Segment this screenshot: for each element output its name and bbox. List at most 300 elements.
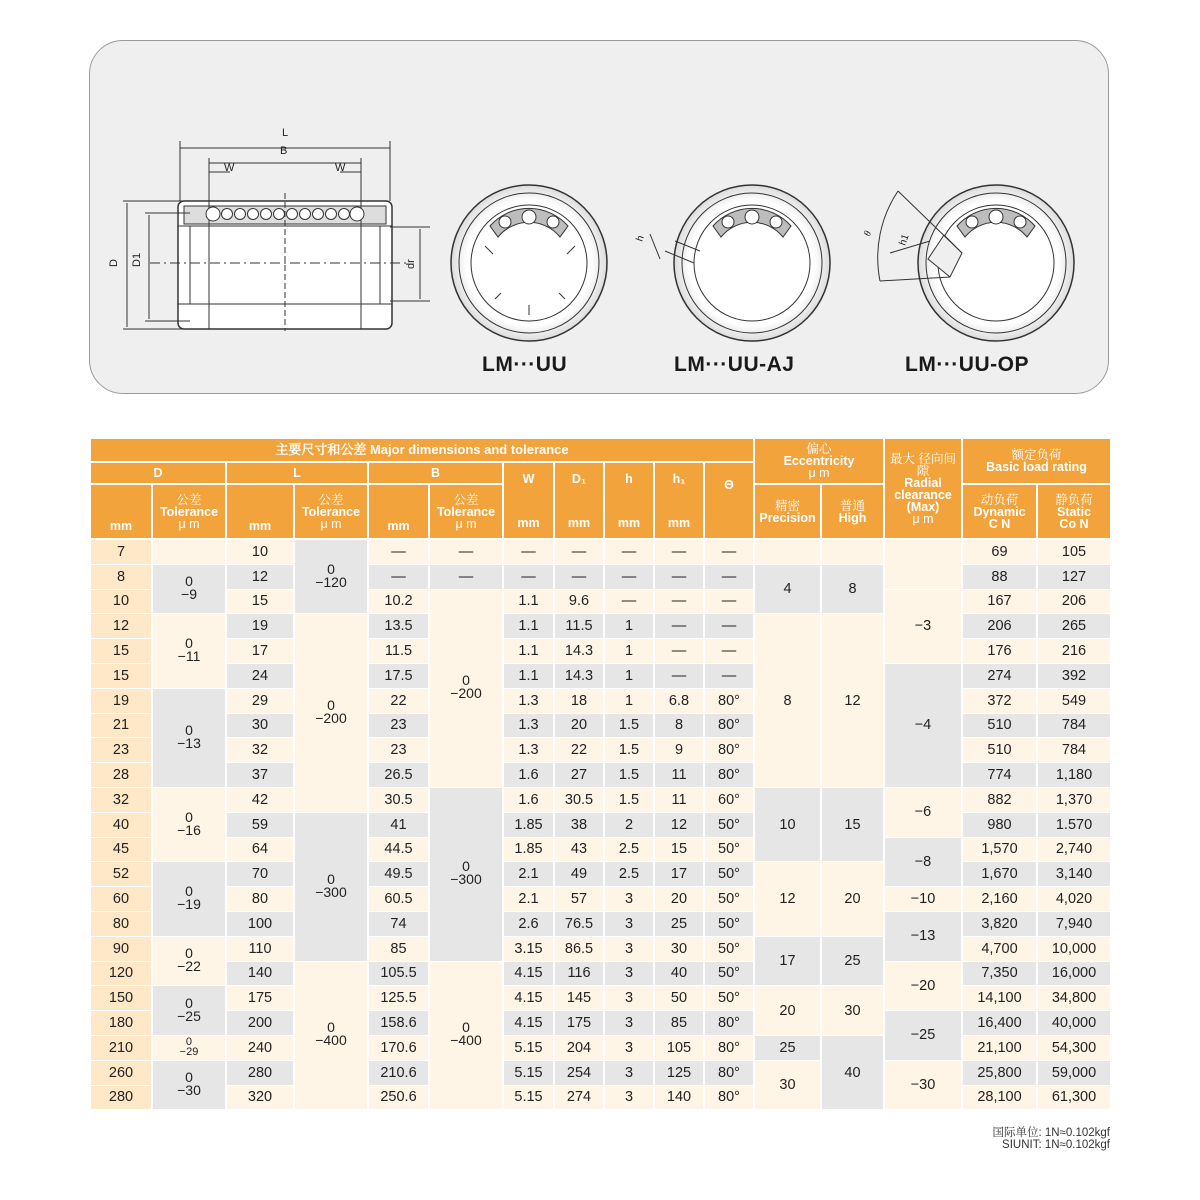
tol-en: Tolerance: [436, 504, 496, 519]
cell-ecc-high: 20: [822, 862, 885, 936]
tol-upper: 0: [462, 858, 470, 875]
cell-w: 2.1: [504, 887, 555, 912]
cell-theta: 80°: [705, 1011, 755, 1036]
cell-h: 3: [605, 1036, 655, 1061]
cell-clearance: −6: [885, 788, 963, 838]
cell-l: 24: [227, 664, 295, 689]
header-col-D1: [555, 463, 605, 540]
clearance-en: Radial clearance (Max): [894, 475, 952, 514]
cell-static: 105: [1038, 540, 1112, 565]
tol-upper: 0: [185, 945, 193, 962]
cell-d1: 76.5: [555, 912, 605, 937]
cell-b: 26.5: [369, 763, 430, 788]
clearance-unit: μ m: [912, 511, 934, 526]
cell-static: 16,000: [1038, 962, 1112, 987]
header-B-tolerance: [430, 485, 504, 540]
cell-b-tol: [430, 788, 504, 962]
cell-d-tol: [153, 689, 227, 788]
cell-d: 15: [91, 664, 153, 689]
cell-theta: 80°: [705, 1061, 755, 1086]
tol-en: Tolerance: [159, 504, 219, 519]
cell-ecc-precision: 17: [755, 937, 822, 987]
cell-b-tol: [430, 962, 504, 1111]
cell-l-tol-value: [315, 560, 347, 590]
cell-h: —: [605, 565, 655, 590]
cell-b: 17.5: [369, 664, 430, 689]
header-radial-clearance: [885, 439, 963, 540]
cell-ecc-precision: 10: [755, 788, 822, 862]
cell-d1: 27: [555, 763, 605, 788]
cell-h: 1.5: [605, 788, 655, 813]
precision-en: Precision: [759, 510, 816, 525]
cell-d-tol-value: [178, 637, 201, 663]
cell-d: 52: [91, 862, 153, 887]
col-W-label: W: [522, 471, 535, 486]
cell-l-tol: [295, 962, 369, 1111]
tol-unit: μ m: [320, 516, 342, 531]
cell-h: 3: [605, 962, 655, 987]
cell-l-tol: [295, 813, 369, 962]
cell-w: 1.3: [504, 689, 555, 714]
cell-b: —: [369, 565, 430, 590]
cell-w: —: [504, 565, 555, 590]
cell-d1: 49: [555, 862, 605, 887]
table-row: [91, 1061, 1112, 1086]
cell-h1: 50: [655, 986, 705, 1011]
cell-d-tol: [153, 614, 227, 688]
cell-l: 37: [227, 763, 295, 788]
cell-h: 1: [605, 614, 655, 639]
cell-static: 392: [1038, 664, 1112, 689]
tol-lower: −300: [315, 883, 347, 900]
cell-ecc-precision: 20: [755, 986, 822, 1036]
tol-lower: −13: [177, 734, 201, 751]
cell-ecc-precision: 8: [755, 614, 822, 788]
cell-d-tol-value: [177, 1071, 201, 1097]
cell-static: 784: [1038, 714, 1112, 739]
cell-b: 22: [369, 689, 430, 714]
ecc-en: Eccentricity: [783, 454, 855, 468]
cell-d1: 175: [555, 1011, 605, 1036]
cell-l: 80: [227, 887, 295, 912]
cell-h1: —: [655, 664, 705, 689]
dyn-cn: 动负荷: [980, 492, 1019, 507]
cell-w: 2.6: [504, 912, 555, 937]
cell-theta: 50°: [705, 986, 755, 1011]
cell-h: —: [605, 540, 655, 565]
dim-label-h1: h1: [897, 232, 912, 248]
cell-b: 60.5: [369, 887, 430, 912]
col-h-label: h: [625, 471, 633, 486]
cell-d-tol-value: [177, 808, 201, 838]
cell-static: 10,000: [1038, 937, 1112, 962]
cell-ecc-high: 40: [822, 1036, 885, 1110]
cell-l-tol: [295, 540, 369, 614]
cell-d: 40: [91, 813, 153, 838]
cell-l: 110: [227, 937, 295, 962]
cell-static: 40,000: [1038, 1011, 1112, 1036]
cell-dynamic: 510: [963, 738, 1038, 763]
cell-ecc-precision: [755, 540, 822, 565]
cell-static: 216: [1038, 639, 1112, 664]
cell-d1: 204: [555, 1036, 605, 1061]
cell-h1: —: [655, 639, 705, 664]
cell-d: 28: [91, 763, 153, 788]
cell-h: 1: [605, 639, 655, 664]
cell-l: 200: [227, 1011, 295, 1036]
cell-theta: —: [705, 540, 755, 565]
cell-d1: 20: [555, 714, 605, 739]
cell-b: 44.5: [369, 838, 430, 863]
cell-ecc-precision: 12: [755, 862, 822, 936]
cell-static: 1.570: [1038, 813, 1112, 838]
cell-w: 4.15: [504, 962, 555, 987]
cell-b: 170.6: [369, 1036, 430, 1061]
cell-dynamic: 774: [963, 763, 1038, 788]
cell-clearance: −20: [885, 962, 963, 1012]
cell-clearance: [885, 540, 963, 590]
cell-h1: 6.8: [655, 689, 705, 714]
tol-lower: −400: [450, 1032, 482, 1049]
cell-d1: 254: [555, 1061, 605, 1086]
cell-b: —: [369, 540, 430, 565]
dyn-unit: C N: [988, 516, 1011, 531]
cell-dynamic: 510: [963, 714, 1038, 739]
cell-w: 1.85: [504, 838, 555, 863]
cell-d-tol-value: [177, 994, 201, 1024]
cell-l: 32: [227, 738, 295, 763]
cell-l: 175: [227, 986, 295, 1011]
cell-d-tol-value: [180, 1037, 199, 1057]
cell-dynamic: 206: [963, 614, 1038, 639]
cell-dynamic: 274: [963, 664, 1038, 689]
cell-theta: —: [705, 565, 755, 590]
cell-d: 7: [91, 540, 153, 565]
sta-unit: Co N: [1059, 516, 1089, 531]
cell-d-tol: [153, 540, 227, 565]
header-group-B: B: [369, 463, 504, 485]
model-label-uu-op: LM···UU-OP: [905, 353, 1029, 376]
model-label-uu-aj: LM···UU-AJ: [674, 353, 795, 376]
cell-b: 11.5: [369, 639, 430, 664]
bearing-drawings: [90, 41, 1110, 395]
cell-d-tol: [153, 1061, 227, 1111]
cell-static: 265: [1038, 614, 1112, 639]
cell-h: 3: [605, 986, 655, 1011]
cell-d1: —: [555, 565, 605, 590]
cell-h: 3: [605, 1011, 655, 1036]
cell-ecc-high: 30: [822, 986, 885, 1036]
cell-h: 3: [605, 1061, 655, 1086]
table-row: [91, 887, 1112, 912]
cell-h: 1.5: [605, 738, 655, 763]
cell-d1: 9.6: [555, 590, 605, 615]
cell-d: 120: [91, 962, 153, 987]
clearance-cn: 最大 径向间隙: [890, 451, 956, 478]
cell-h: 1: [605, 664, 655, 689]
cell-ecc-precision: 30: [755, 1061, 822, 1111]
cell-b: 49.5: [369, 862, 430, 887]
cell-d-tol: [153, 1036, 227, 1061]
cell-w: 1.1: [504, 664, 555, 689]
cell-d-tol: [153, 565, 227, 615]
cell-d1: 86.5: [555, 937, 605, 962]
cell-dynamic: 28,100: [963, 1086, 1038, 1111]
cell-h: 3: [605, 887, 655, 912]
cell-d1: 30.5: [555, 788, 605, 813]
dim-label-D1: D1: [131, 252, 143, 267]
cell-theta: 80°: [705, 1086, 755, 1111]
cell-clearance: −25: [885, 1011, 963, 1061]
cell-dynamic: 3,820: [963, 912, 1038, 937]
cell-l: 30: [227, 714, 295, 739]
header-L-mm: mm: [227, 485, 295, 540]
cell-h1: 12: [655, 813, 705, 838]
cell-d-tol-value: [177, 721, 201, 751]
cell-h: —: [605, 590, 655, 615]
cell-w: 1.6: [504, 763, 555, 788]
cell-theta: —: [705, 614, 755, 639]
cell-l: 15: [227, 590, 295, 615]
cell-ecc-high: 12: [822, 614, 885, 788]
cell-h: 1.5: [605, 714, 655, 739]
cell-h1: 105: [655, 1036, 705, 1061]
cell-dynamic: 2,160: [963, 887, 1038, 912]
cell-dynamic: 7,350: [963, 962, 1038, 987]
dyn-en: Dynamic: [973, 504, 1026, 519]
tol-lower: −200: [450, 685, 482, 702]
cell-dynamic: 25,800: [963, 1061, 1038, 1086]
cell-h: 3: [605, 937, 655, 962]
cell-static: 1,180: [1038, 763, 1112, 788]
cell-d-tol-value: [177, 885, 201, 911]
cell-dynamic: 882: [963, 788, 1038, 813]
cell-dynamic: 372: [963, 689, 1038, 714]
header-col-h: [605, 463, 655, 540]
cell-theta: 50°: [705, 862, 755, 887]
tol-upper: 0: [185, 1069, 193, 1086]
cell-h1: 25: [655, 912, 705, 937]
cell-b-tol-value: [450, 860, 482, 886]
cell-theta: 50°: [705, 912, 755, 937]
tol-upper: 0: [185, 1035, 193, 1048]
cell-w: 1.1: [504, 614, 555, 639]
cell-w: 4.15: [504, 986, 555, 1011]
cell-l-tol-value: [315, 699, 347, 725]
cell-d1: 14.3: [555, 664, 605, 689]
cell-d1: 14.3: [555, 639, 605, 664]
header-group-D: D: [91, 463, 227, 485]
dim-label-B: B: [280, 145, 288, 157]
cell-l: 140: [227, 962, 295, 987]
cell-theta: —: [705, 590, 755, 615]
cell-clearance: −3: [885, 590, 963, 664]
header-major-dimensions: 主要尺寸和公差 Major dimensions and tolerance: [91, 439, 755, 463]
tol-lower: −29: [179, 1045, 199, 1058]
cell-h1: 9: [655, 738, 705, 763]
cell-ecc-high: 8: [822, 565, 885, 615]
col-h1-unit: mm: [667, 515, 691, 530]
tol-upper: 0: [185, 721, 193, 738]
cell-l: 17: [227, 639, 295, 664]
col-h1-label: h₁: [672, 471, 686, 486]
table-row: [91, 788, 1112, 813]
cell-l: 12: [227, 565, 295, 590]
cell-b: 85: [369, 937, 430, 962]
cell-d-tol: [153, 788, 227, 862]
table-row: [91, 540, 1112, 565]
ring-uu-drawing: [451, 185, 607, 341]
cell-l: 280: [227, 1061, 295, 1086]
header-eccentricity: [755, 439, 885, 485]
header-load-rating: [963, 439, 1112, 485]
tol-lower: −200: [315, 710, 347, 727]
cell-d1: 145: [555, 986, 605, 1011]
cell-h1: 17: [655, 862, 705, 887]
tol-upper: 0: [185, 994, 193, 1011]
cell-ecc-precision: 4: [755, 565, 822, 615]
tol-cn: 公差: [318, 492, 344, 507]
tol-upper: 0: [462, 672, 470, 689]
sta-en: Static: [1056, 504, 1092, 519]
cell-static: 34,800: [1038, 986, 1112, 1011]
cell-dynamic: 69: [963, 540, 1038, 565]
cell-b: 10.2: [369, 590, 430, 615]
cell-d-tol: [153, 862, 227, 936]
tol-upper: 0: [185, 635, 193, 652]
cell-w: 1.1: [504, 639, 555, 664]
header-D-mm: mm: [91, 485, 153, 540]
cell-d: 210: [91, 1036, 153, 1061]
cell-ecc-high: 15: [822, 788, 885, 862]
dim-label-theta: θ: [862, 228, 874, 239]
tol-lower: −300: [450, 871, 482, 888]
dim-label-W-left: W: [224, 162, 235, 174]
table-row: [91, 664, 1112, 689]
cell-ecc-high: [822, 540, 885, 565]
tol-lower: −400: [315, 1032, 347, 1049]
cell-static: 7,940: [1038, 912, 1112, 937]
cell-dynamic: 21,100: [963, 1036, 1038, 1061]
cell-clearance: −13: [885, 912, 963, 962]
cell-l: 240: [227, 1036, 295, 1061]
header-dynamic: [963, 485, 1038, 540]
tol-en: Tolerance: [301, 504, 361, 519]
cell-b-tol-value: [450, 1021, 482, 1047]
cell-h1: 125: [655, 1061, 705, 1086]
header-B-mm: mm: [369, 485, 430, 540]
cell-d: 45: [91, 838, 153, 863]
dim-label-dr: dr: [405, 259, 417, 269]
cell-h: 2: [605, 813, 655, 838]
header-col-theta: [705, 463, 755, 540]
cell-h: 1.5: [605, 763, 655, 788]
cell-d1: 11.5: [555, 614, 605, 639]
col-W-unit: mm: [517, 515, 540, 530]
tol-upper: 0: [185, 883, 193, 900]
high-cn: 普通: [839, 498, 865, 513]
cell-d: 8: [91, 565, 153, 590]
ring-uu-op-drawing: [878, 185, 1074, 341]
header-high: [822, 485, 885, 540]
cell-h1: —: [655, 590, 705, 615]
cell-theta: 50°: [705, 887, 755, 912]
cell-b: 23: [369, 714, 430, 739]
cell-w: 5.15: [504, 1086, 555, 1111]
cell-static: 549: [1038, 689, 1112, 714]
cell-b: 74: [369, 912, 430, 937]
cell-l: 64: [227, 838, 295, 863]
tol-upper: 0: [327, 697, 335, 714]
cell-ecc-precision: 25: [755, 1036, 822, 1061]
header-col-h1: [655, 463, 705, 540]
tol-cn: 公差: [453, 492, 479, 507]
cell-static: 1,370: [1038, 788, 1112, 813]
tol-cn: 公差: [176, 492, 202, 507]
cell-h: 2.5: [605, 862, 655, 887]
cell-theta: 80°: [705, 763, 755, 788]
cell-h: 2.5: [605, 838, 655, 863]
tol-lower: −19: [177, 896, 201, 913]
cell-static: 206: [1038, 590, 1112, 615]
cell-theta: 50°: [705, 962, 755, 987]
cell-b: 125.5: [369, 986, 430, 1011]
cell-l: 100: [227, 912, 295, 937]
cell-w: 5.15: [504, 1036, 555, 1061]
cell-h1: —: [655, 540, 705, 565]
cell-clearance: −4: [885, 664, 963, 788]
cell-static: 54,300: [1038, 1036, 1112, 1061]
header-L-tolerance: [295, 485, 369, 540]
table-row: [91, 1011, 1112, 1036]
cell-d: 90: [91, 937, 153, 962]
tol-upper: 0: [185, 573, 193, 590]
table-row: [91, 838, 1112, 863]
sta-cn: 静负荷: [1055, 492, 1093, 507]
cell-l: 42: [227, 788, 295, 813]
header-D-tolerance: [153, 485, 227, 540]
cell-clearance: −10: [885, 887, 963, 912]
cell-l: 320: [227, 1086, 295, 1111]
tol-upper: 0: [327, 1019, 335, 1036]
cell-static: 784: [1038, 738, 1112, 763]
cell-b: 23: [369, 738, 430, 763]
cell-static: 3,140: [1038, 862, 1112, 887]
cell-h1: —: [655, 565, 705, 590]
cell-dynamic: 167: [963, 590, 1038, 615]
side-view-drawing: [123, 141, 430, 331]
cell-dynamic: 14,100: [963, 986, 1038, 1011]
model-label-uu: LM···UU: [482, 353, 568, 376]
cell-b: 13.5: [369, 614, 430, 639]
cell-h1: 20: [655, 887, 705, 912]
cell-d: 150: [91, 986, 153, 1011]
tol-upper: 0: [462, 1019, 470, 1036]
cell-d1: 274: [555, 1086, 605, 1111]
cell-h1: 11: [655, 763, 705, 788]
cell-static: 4,020: [1038, 887, 1112, 912]
dim-label-L: L: [282, 127, 289, 139]
spec-table-body: [91, 540, 1112, 1110]
cell-l: 59: [227, 813, 295, 838]
col-theta-label: Θ: [724, 477, 734, 492]
cell-theta: 50°: [705, 937, 755, 962]
cell-w: 5.15: [504, 1061, 555, 1086]
cell-theta: —: [705, 664, 755, 689]
cell-h1: 11: [655, 788, 705, 813]
cell-h1: —: [655, 614, 705, 639]
col-h-unit: mm: [617, 515, 641, 530]
